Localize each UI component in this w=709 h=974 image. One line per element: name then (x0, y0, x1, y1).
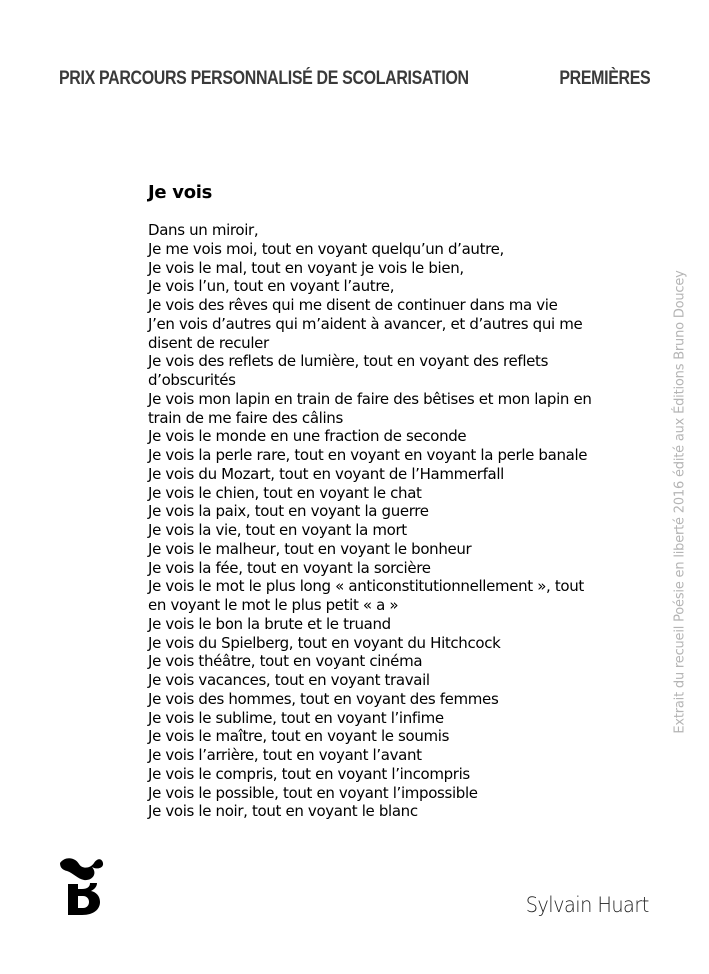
poem-line: Je vois le possible, tout en voyant l’impossible (148, 783, 478, 802)
poem-line: Je vois des hommes, tout en voyant des femmes (148, 689, 499, 708)
poem-line: Je vois le compris, tout en voyant l’incompris (148, 764, 470, 783)
poem-line: Je vois le monde en une fraction de seconde (148, 427, 467, 446)
poem-line: Je vois le noir, tout en voyant le blanc (148, 802, 418, 821)
poem-line: Dans un miroir, (148, 221, 259, 239)
poem-line: Je vois le sublime, tout en voyant l’infime (148, 708, 444, 727)
publisher-logo-icon (56, 854, 108, 916)
poem-line: Je vois des reflets de lumière, tout en voyant des reflets (148, 352, 549, 371)
poem-line: Je vois mon lapin en train de faire des bêtises et mon lapin en (148, 389, 592, 408)
poem-line: Je vois la vie, tout en voyant la mort (148, 521, 407, 539)
poem-line: Je vois du Mozart, tout en voyant de l’Hammerfall (148, 464, 504, 483)
poem-line: Je vois l’un, tout en voyant l’autre, (148, 277, 395, 296)
poem-line: Je vois le mot le plus long « anticonstitutionnellement », tout (148, 577, 584, 596)
poem-line: Je vois le mal, tout en voyant je vois le bien, (148, 258, 464, 277)
poem-line: Je vois des rêves qui me disent de continuer dans ma vie (148, 296, 558, 314)
poem-line: Je vois la paix, tout en voyant la guerre (148, 502, 429, 521)
poem-line: Je vois le maître, tout en voyant le soumis (148, 727, 450, 746)
poem-line: Je vois la perle rare, tout en voyant en voyant la perle banale (148, 446, 588, 464)
poem-line: Je vois du Spielberg, tout en voyant du Hitchcock (148, 633, 501, 652)
poem-line: train de me faire des câlins (148, 408, 343, 427)
poem-line: Je vois vacances, tout en voyant travail (148, 671, 430, 689)
poem-body (148, 221, 628, 821)
poem-line: Je vois le bon la brute et le truand (148, 614, 391, 633)
poem-line: Je vois la fée, tout en voyant la sorcière (148, 558, 431, 577)
header-category: PREMIÈRES (559, 68, 650, 89)
poem-line: Je vois l’arrière, tout en voyant l’avant (148, 746, 422, 764)
poem-line: Je me vois moi, tout en voyant quelqu’un d’autre, (148, 239, 504, 258)
poem-line: Je vois le malheur, tout en voyant le bonheur (148, 539, 472, 558)
poem-line: J’en vois d’autres qui m’aident à avancer, et d’autres qui me (148, 314, 583, 333)
poem-line: d’obscurités (148, 371, 236, 389)
poem-line: en voyant le mot le plus petit « a » (148, 596, 399, 614)
author-name: Sylvain Huart (525, 893, 649, 917)
header-competition-title: PRIX PARCOURS PERSONNALISÉ DE SCOLARISATION (59, 68, 469, 89)
source-credit: Extrait du recueil Poésie en liberté 2016 édité aux Éditions Bruno Doucey (672, 270, 688, 734)
poem-line: Je vois le chien, tout en voyant le chat (148, 483, 422, 502)
poem-title: Je vois (148, 182, 213, 203)
poem-line: Je vois théâtre, tout en voyant cinéma (148, 652, 423, 671)
poem-line: disent de reculer (148, 333, 269, 352)
